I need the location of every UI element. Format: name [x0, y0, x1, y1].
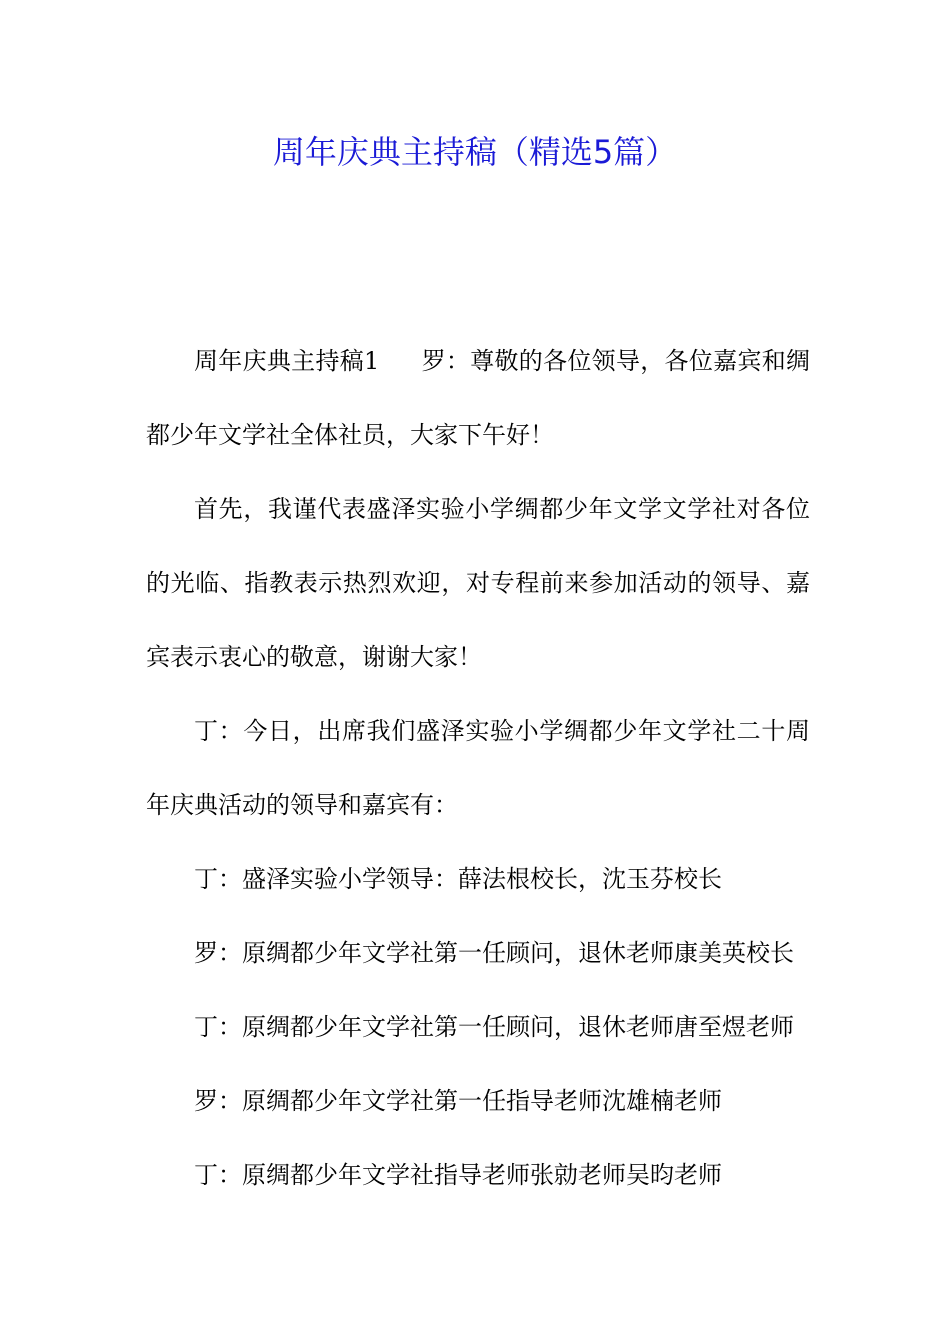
paragraph-4: 丁：盛泽实验小学领导：薛法根校长，沈玉芬校长: [194, 865, 722, 893]
document-body: [146, 324, 810, 1212]
paragraph-8: 丁：原绸都少年文学社指导老师张勍老师吴昀老师: [194, 1161, 722, 1189]
paragraph-text: 罗：尊敬的各位领导，各位嘉宾和绸都少年文学社全体社员，大家下午好！: [146, 347, 811, 449]
paragraph-3: 丁：今日，出席我们盛泽实验小学绸都少年文学社二十周年庆典活动的领导和嘉宾有：: [146, 717, 810, 819]
paragraph-5: 罗：原绸都少年文学社第一任顾问，退休老师康美英校长: [194, 939, 794, 967]
paragraph-2: 首先，我谨代表盛泽实验小学绸都少年文学文学社对各位的光临、指教表示热烈欢迎，对专程前来参加活动的领导、嘉宾表示衷心的敬意，谢谢大家！: [146, 495, 810, 671]
paragraph-1: [146, 324, 810, 472]
paragraph-7: 罗：原绸都少年文学社第一任指导老师沈雄楠老师: [194, 1087, 722, 1115]
section-heading: 周年庆典主持稿1: [194, 347, 380, 375]
paragraph-6: 丁：原绸都少年文学社第一任顾问，退休老师唐至煜老师: [194, 1013, 794, 1041]
document-title: 周年庆典主持稿（精选5篇）: [272, 133, 678, 171]
